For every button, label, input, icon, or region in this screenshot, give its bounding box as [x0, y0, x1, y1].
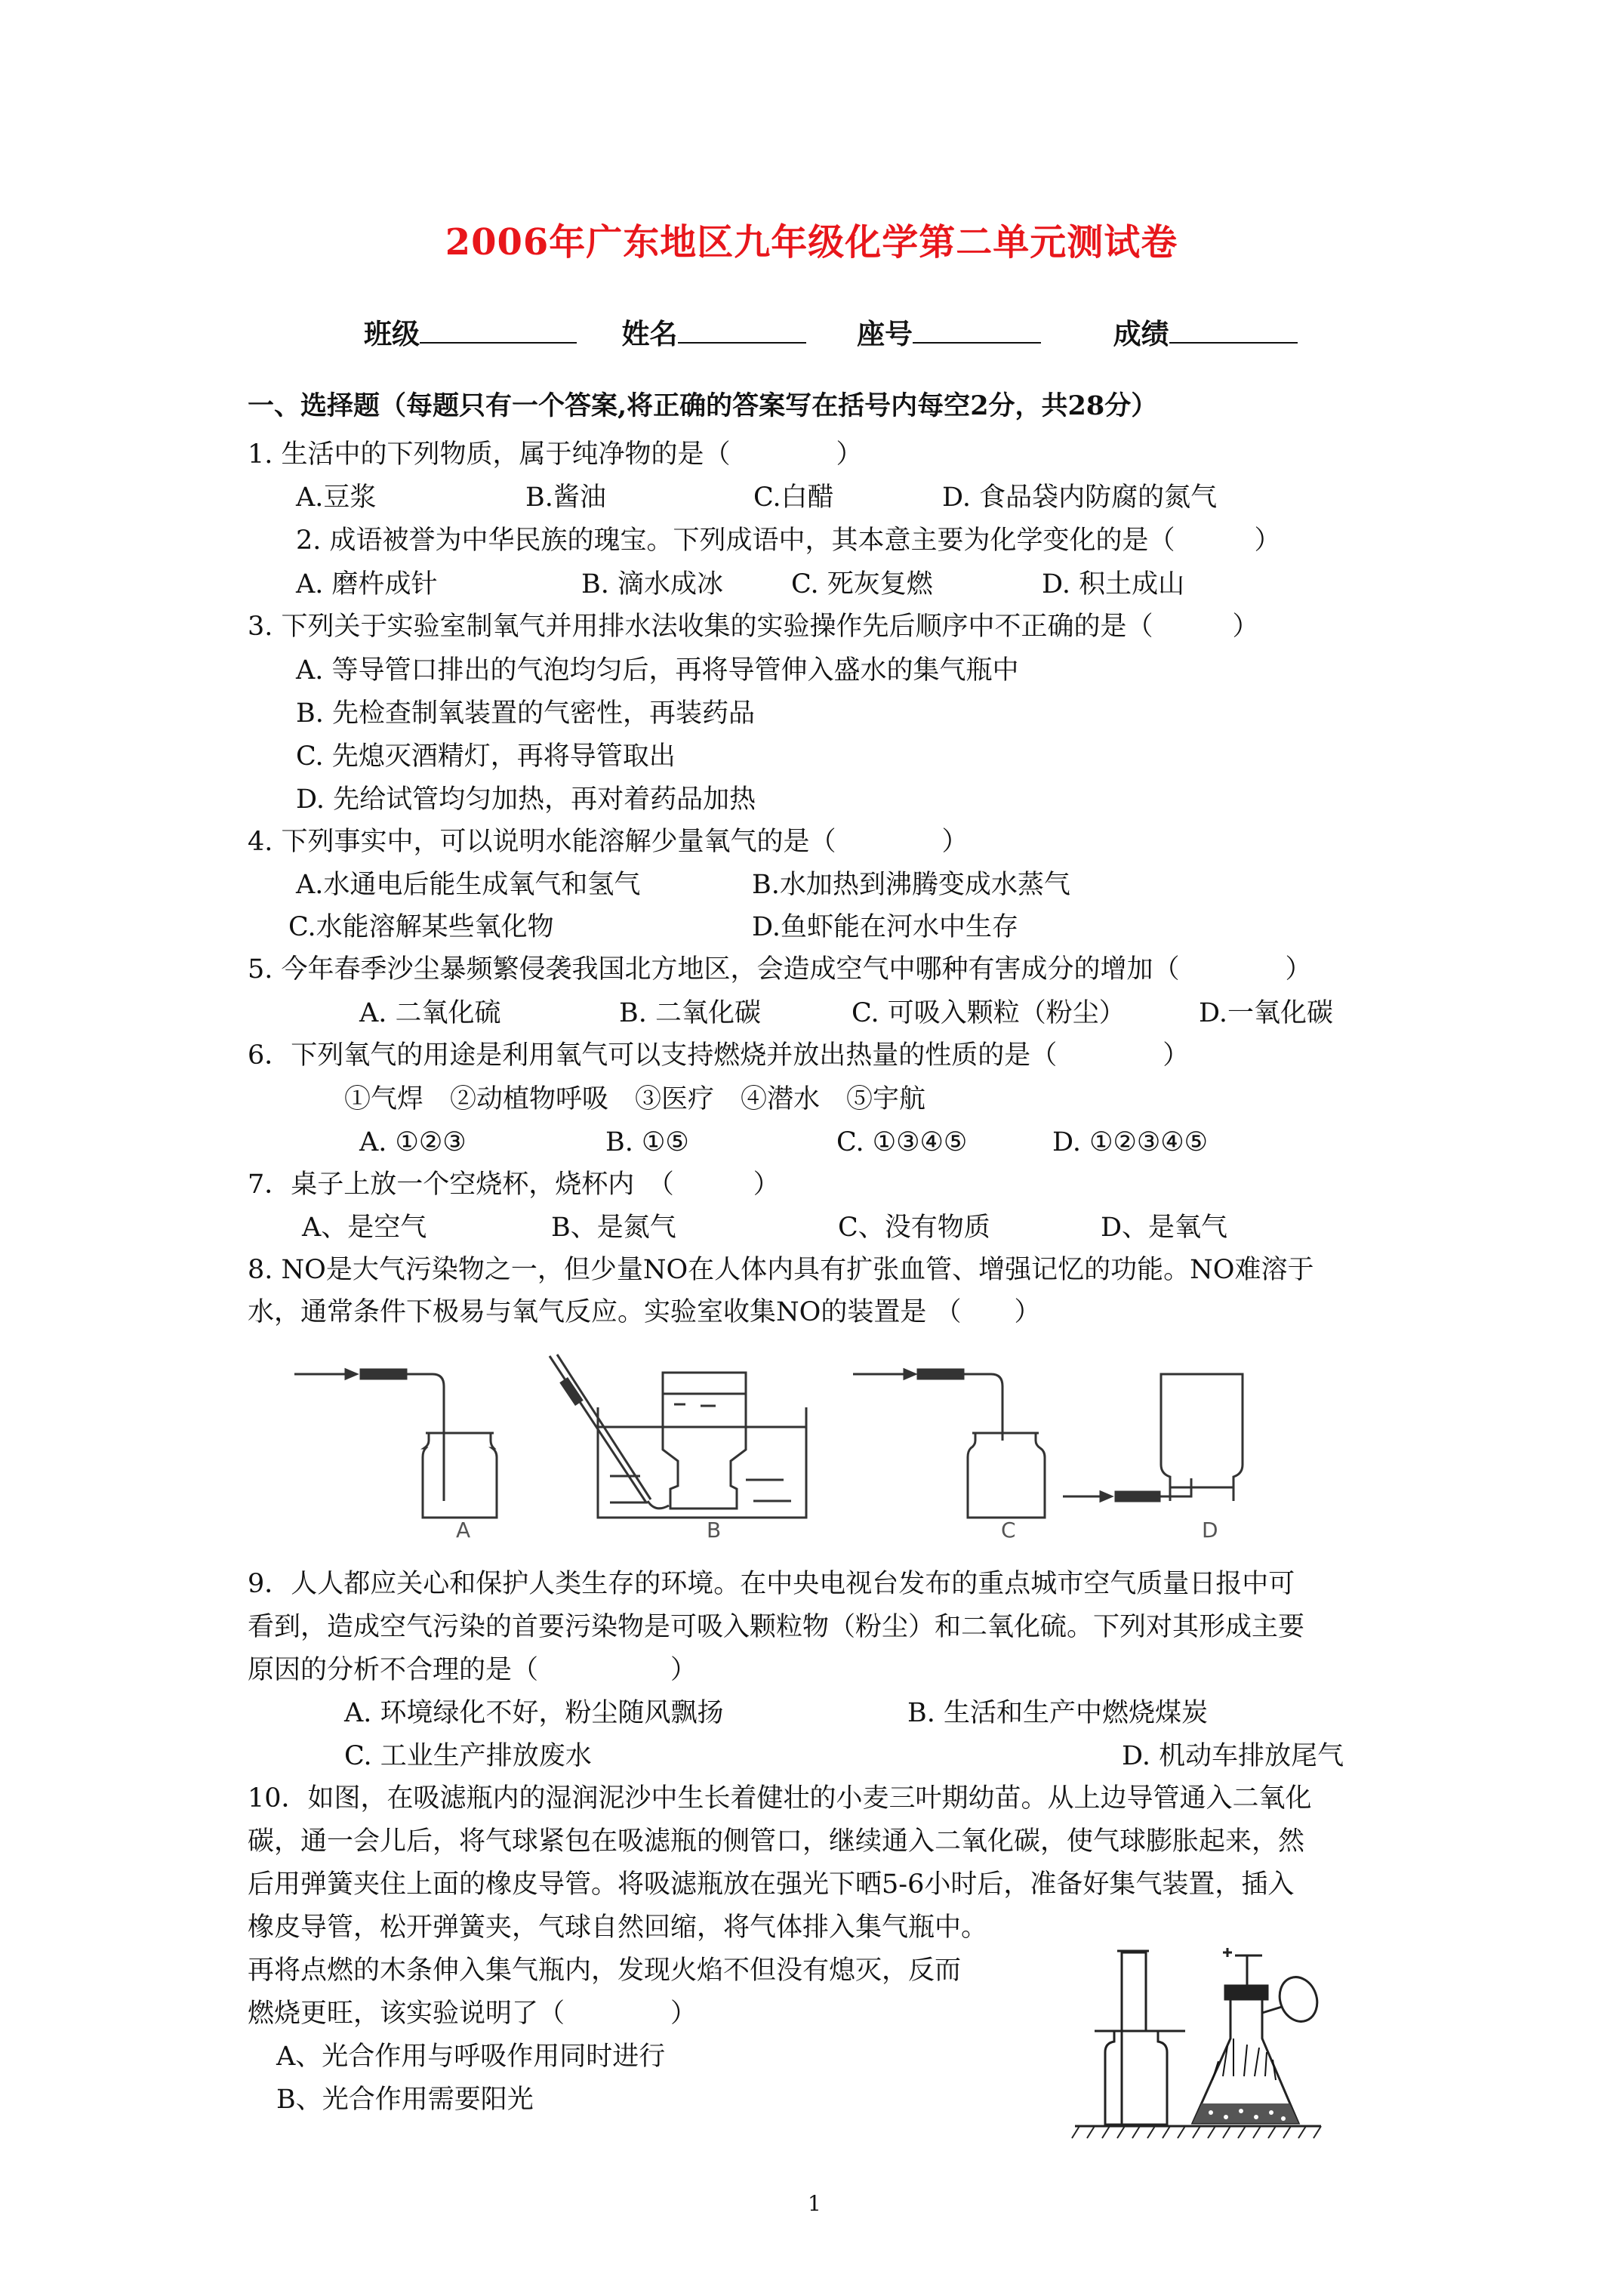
q6-items: ①气焊 ②动植物呼吸 ③医疗 ④潜水 ⑤宇航 — [344, 1084, 926, 1114]
q4-option-d: D.鱼虾能在河水中生存 — [752, 912, 1018, 942]
q7-option-b: B、是氮气 — [551, 1213, 676, 1243]
apparatus-b-label: B — [707, 1518, 722, 1542]
gas-collection-apparatus-figure — [293, 1351, 1289, 1540]
section-heading: 一、选择题（每题只有一个答案,将正确的答案写在括号内每空2分，共28分） — [248, 390, 1158, 421]
class-label: 班级 — [364, 317, 420, 350]
q10-line-4: 橡皮导管，松开弹簧夹，气球自然回缩，将气体排入集气瓶中。 — [248, 1912, 988, 1943]
q1-option-a: A.豆浆 — [296, 482, 377, 513]
q4-option-c: C.水能溶解某些氧化物 — [288, 912, 554, 942]
q4-stem: 4. 下列事实中，可以说明水能溶解少量氧气的是（ ） — [248, 827, 969, 857]
q10-line-2: 碳，通一会儿后，将气球紧包在吸滤瓶的侧管口，继续通入二氧化碳，使气球膨胀起来，然 — [248, 1826, 1305, 1857]
q6-option-d: D. ①②③④⑤ — [1052, 1127, 1208, 1157]
q9-option-a: A. 环境绿化不好，粉尘随风飘扬 — [344, 1698, 724, 1728]
q4-option-a: A.水通电后能生成氧气和氢气 — [296, 870, 641, 900]
name-label: 姓名 — [621, 317, 678, 350]
page-title: 2006年广东地区九年级化学第二单元测试卷 — [445, 221, 1178, 264]
q9-line-2: 看到，造成空气污染的首要污染物是可吸入颗粒物（粉尘）和二氧化硫。下列对其形成主要 — [248, 1612, 1305, 1642]
suction-flask-apparatus-figure — [1072, 1925, 1329, 2182]
apparatus-a-label: A — [456, 1518, 471, 1542]
q5-option-a: A. 二氧化硫 — [359, 998, 501, 1028]
q8-line-2: 水，通常条件下极易与氧气反应。实验室收集NO的装置是 （ ） — [248, 1297, 1041, 1327]
q8-line-1: 8. NO是大气污染物之一，但少量NO在人体内具有扩张血管、增强记忆的功能。NO难溶于 — [248, 1255, 1314, 1285]
seat-blank[interactable] — [913, 318, 1041, 344]
apparatus-c-label: C — [1001, 1518, 1016, 1542]
q9-option-b: B. 生活和生产中燃烧煤炭 — [907, 1698, 1208, 1728]
q3-option-d: D. 先给试管均匀加热，再对着药品加热 — [296, 784, 756, 815]
q2-option-d: D. 积土成山 — [1042, 569, 1185, 599]
apparatus-a — [294, 1370, 497, 1518]
q5-option-b: B. 二氧化碳 — [619, 998, 761, 1028]
q3-option-a: A. 等导管口排出的气泡均匀后，再将导管伸入盛水的集气瓶中 — [296, 655, 1019, 686]
q7-stem: 7．桌子上放一个空烧杯，烧杯内 （ ） — [248, 1170, 780, 1200]
q1-option-c: C.白醋 — [753, 482, 834, 513]
q10-option-b: B、光合作用需要阳光 — [276, 2085, 534, 2115]
page-number: 1 — [808, 2191, 821, 2216]
student-info-row — [364, 311, 1298, 352]
q6-option-b: B. ①⑤ — [605, 1127, 689, 1157]
q5-option-d: D.一氧化碳 — [1199, 998, 1333, 1028]
q2-option-c: C. 死灰复燃 — [791, 569, 933, 599]
q10-option-a: A、光合作用与呼吸作用同时进行 — [276, 2042, 666, 2072]
q7-option-a: A、是空气 — [302, 1213, 427, 1243]
q6-option-c: C. ①③④⑤ — [836, 1127, 968, 1157]
q2-option-b: B. 滴水成冰 — [581, 569, 723, 599]
q10-line-1: 10．如图，在吸滤瓶内的湿润泥沙中生长着健壮的小麦三叶期幼苗。从上边导管通入二氧化 — [248, 1783, 1312, 1814]
q3-option-b: B. 先检查制氧装置的气密性，再装药品 — [296, 698, 755, 729]
q3-option-c: C. 先熄灭酒精灯，再将导管取出 — [296, 741, 676, 772]
class-blank[interactable] — [420, 318, 577, 344]
q6-option-a: A. ①②③ — [359, 1127, 467, 1157]
score-blank[interactable] — [1169, 318, 1298, 344]
q4-option-b: B.水加热到沸腾变成水蒸气 — [752, 870, 1070, 900]
apparatus-d-label: D — [1202, 1518, 1218, 1542]
q1-option-d: D. 食品袋内防腐的氮气 — [942, 482, 1218, 513]
q2-stem: 2. 成语被誉为中华民族的瑰宝。下列成语中，其本意主要为化学变化的是（ ） — [296, 525, 1281, 556]
apparatus-d — [1063, 1374, 1243, 1501]
apparatus-c — [853, 1370, 1045, 1518]
q7-option-c: C、没有物质 — [838, 1213, 990, 1243]
q10-line-3: 后用弹簧夹住上面的橡皮导管。将吸滤瓶放在强光下晒5-6小时后，准备好集气装置，插入 — [248, 1869, 1295, 1900]
score-label: 成绩 — [1113, 317, 1169, 350]
q7-option-d: D、是氧气 — [1101, 1213, 1228, 1243]
q9-line-3: 原因的分析不合理的是（ ） — [248, 1655, 698, 1685]
q10-line-5: 再将点燃的木条伸入集气瓶内，发现火焰不但没有熄灭，反而 — [248, 1955, 962, 1986]
seat-label: 座号 — [857, 317, 913, 350]
name-blank[interactable] — [678, 318, 806, 344]
q1-stem: 1. 生活中的下列物质，属于纯净物的是（ ） — [248, 439, 863, 470]
q9-line-1: 9．人人都应关心和保护人类生存的环境。在中央电视台发布的重点城市空气质量日报中可 — [248, 1569, 1295, 1599]
q3-stem: 3. 下列关于实验室制氧气并用排水法收集的实验操作先后顺序中不正确的是（ ） — [248, 612, 1259, 642]
q6-stem: 6．下列氧气的用途是利用氧气可以支持燃烧并放出热量的性质的是（ ） — [248, 1040, 1190, 1071]
q1-option-b: B.酱油 — [525, 482, 606, 513]
q5-option-c: C. 可吸入颗粒（粉尘） — [852, 998, 1126, 1028]
q9-option-d: D. 机动车排放尾气 — [1122, 1741, 1344, 1771]
q10-line-6: 燃烧更旺，该实验说明了（ ） — [248, 1999, 698, 2029]
apparatus-b — [550, 1354, 806, 1518]
q9-option-c: C. 工业生产排放废水 — [344, 1741, 592, 1771]
q2-option-a: A. 磨杵成针 — [296, 569, 438, 599]
q5-stem: 5. 今年春季沙尘暴频繁侵袭我国北方地区，会造成空气中哪种有害成分的增加（ ） — [248, 954, 1312, 985]
